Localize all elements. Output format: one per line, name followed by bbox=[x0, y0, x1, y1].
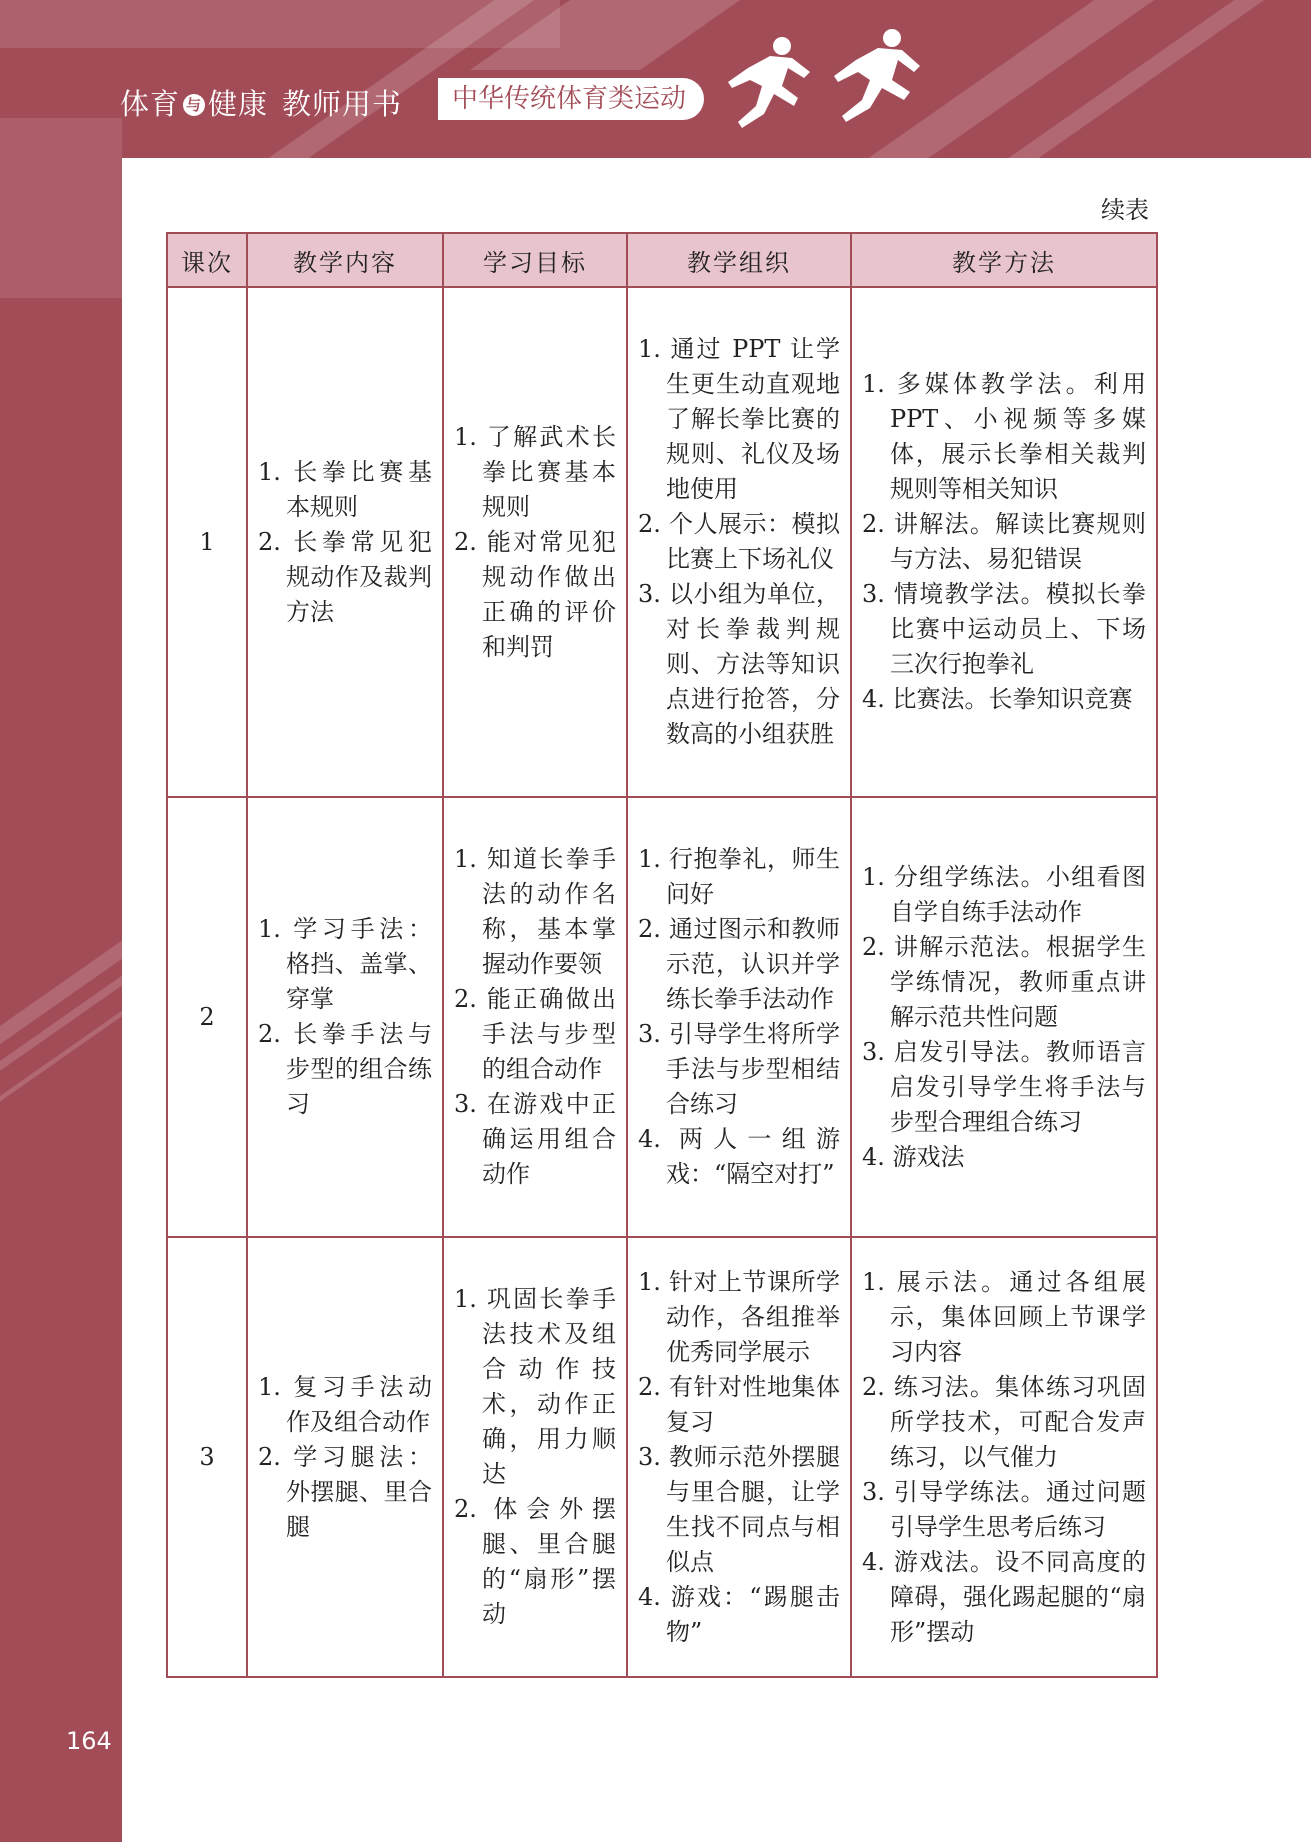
list-item: 1. 知道长拳手法的动作名称，基本掌握动作要领 bbox=[454, 845, 616, 978]
lesson-number: 3 bbox=[167, 1237, 247, 1677]
header-organization: 教学组织 bbox=[627, 233, 851, 287]
header-goals: 学习目标 bbox=[443, 233, 627, 287]
list-item: 1. 长拳比赛基本规则 bbox=[258, 457, 432, 521]
continued-label: 续表 bbox=[1101, 196, 1149, 224]
lesson-number: 2 bbox=[167, 797, 247, 1237]
list-item: 1. 行抱拳礼，师生问好 bbox=[638, 845, 840, 908]
list-item: 2. 能对常见犯规动作做出正确的评价和判罚 bbox=[454, 527, 616, 661]
list-item: 2. 个人展示：模拟比赛上下场礼仪 bbox=[638, 510, 840, 573]
table-header-row bbox=[167, 233, 1157, 287]
title-connector: 与 bbox=[183, 94, 205, 116]
title-part-1: 体育 bbox=[120, 87, 181, 121]
lesson-plan-table bbox=[166, 232, 1158, 1678]
list-item: 1. 多媒体教学法。利用PPT、小视频等多媒体，展示长拳相关裁判规则等相关知识 bbox=[862, 370, 1146, 503]
content-cell bbox=[247, 797, 443, 1237]
list-item: 3. 引导学生将所学手法与步型相结合练习 bbox=[638, 1020, 840, 1118]
list-item: 2. 有针对性地集体复习 bbox=[638, 1372, 840, 1436]
list-item: 1. 了解武术长拳比赛基本规则 bbox=[454, 422, 616, 521]
list-item: 1. 分组学练法。小组看图自学自练手法动作 bbox=[862, 862, 1146, 926]
table-row bbox=[167, 1237, 1157, 1677]
list-item: 2. 长拳常见犯规动作及裁判方法 bbox=[258, 527, 432, 626]
list-item: 3. 以小组为单位，对长拳裁判规则、方法等知识点进行抢答，分数高的小组获胜 bbox=[638, 580, 840, 748]
list-item: 1. 针对上节课所学动作，各组推举优秀同学展示 bbox=[638, 1267, 840, 1366]
list-item: 4. 游戏：“踢腿击物” bbox=[638, 1582, 840, 1646]
goals-cell bbox=[443, 797, 627, 1237]
list-item: 3. 启发引导法。教师语言启发引导学生将手法与步型合理组合练习 bbox=[862, 1037, 1146, 1136]
organization-cell bbox=[627, 1237, 851, 1677]
organization-cell bbox=[627, 797, 851, 1237]
list-item: 1. 复习手法动作及组合动作 bbox=[258, 1372, 432, 1436]
goals-cell bbox=[443, 1237, 627, 1677]
list-item: 4. 游戏法 bbox=[862, 1142, 965, 1171]
methods-cell bbox=[851, 1237, 1157, 1677]
title-part-2: 健康 bbox=[208, 87, 269, 121]
runner-icon bbox=[712, 36, 822, 136]
list-item: 2. 讲解示范法。根据学生学练情况，教师重点讲解示范共性问题 bbox=[862, 932, 1146, 1031]
header-content: 教学内容 bbox=[247, 233, 443, 287]
list-item: 3. 在游戏中正确运用组合动作 bbox=[454, 1090, 616, 1188]
header-lesson: 课次 bbox=[167, 233, 247, 287]
list-item: 3. 情境教学法。模拟长拳比赛中运动员上、下场三次行抱拳礼 bbox=[862, 580, 1146, 678]
list-item: 2. 长拳手法与步型的组合练习 bbox=[258, 1020, 432, 1118]
list-item: 2. 体会外摆腿、里合腿的“扇形”摆动 bbox=[454, 1495, 616, 1628]
left-margin-band bbox=[0, 158, 122, 1842]
list-item: 2. 通过图示和教师示范，认识并学练长拳手法动作 bbox=[638, 915, 840, 1013]
list-item: 1. 通过 PPT 让学生更生动直观地了解长拳比赛的规则、礼仪及场地使用 bbox=[638, 335, 840, 503]
list-item: 3. 引导学练法。通过问题引导学生思考后练习 bbox=[862, 1477, 1146, 1541]
methods-cell bbox=[851, 287, 1157, 797]
book-subtitle: 教师用书 bbox=[282, 87, 403, 121]
list-item: 2. 能正确做出手法与步型的组合动作 bbox=[454, 985, 616, 1083]
runner-icon bbox=[818, 28, 928, 128]
list-item: 4. 两人一组游戏：“隔空对打” bbox=[638, 1125, 840, 1188]
table-row bbox=[167, 287, 1157, 797]
content-cell bbox=[247, 1237, 443, 1677]
content-cell bbox=[247, 287, 443, 797]
list-item: 2. 讲解法。解读比赛规则与方法、易犯错误 bbox=[862, 510, 1146, 573]
table-row bbox=[167, 797, 1157, 1237]
header-methods: 教学方法 bbox=[851, 233, 1157, 287]
lesson-number: 1 bbox=[167, 287, 247, 797]
list-item: 4. 游戏法。设不同高度的障碍，强化踢起腿的“扇形”摆动 bbox=[862, 1547, 1146, 1646]
list-item: 2. 学习腿法：外摆腿、里合腿 bbox=[258, 1442, 432, 1541]
list-item: 3. 教师示范外摆腿与里合腿，让学生找不同点与相似点 bbox=[638, 1442, 840, 1576]
goals-cell bbox=[443, 287, 627, 797]
book-title bbox=[120, 82, 268, 123]
list-item: 1. 学习手法：格挡、盖掌、穿掌 bbox=[258, 915, 432, 1013]
organization-cell bbox=[627, 287, 851, 797]
chapter-badge: 中华传统体育类运动 bbox=[438, 78, 704, 120]
page-number: 164 bbox=[66, 1727, 112, 1755]
list-item: 2. 练习法。集体练习巩固所学技术，可配合发声练习，以气催力 bbox=[862, 1372, 1146, 1471]
list-item: 1. 巩固长拳手法技术及组合动作技术，动作正确，用力顺达 bbox=[454, 1285, 616, 1488]
list-item: 4. 比赛法。长拳知识竞赛 bbox=[862, 685, 1133, 713]
list-item: 1. 展示法。通过各组展示，集体回顾上节课学习内容 bbox=[862, 1267, 1146, 1366]
methods-cell bbox=[851, 797, 1157, 1237]
